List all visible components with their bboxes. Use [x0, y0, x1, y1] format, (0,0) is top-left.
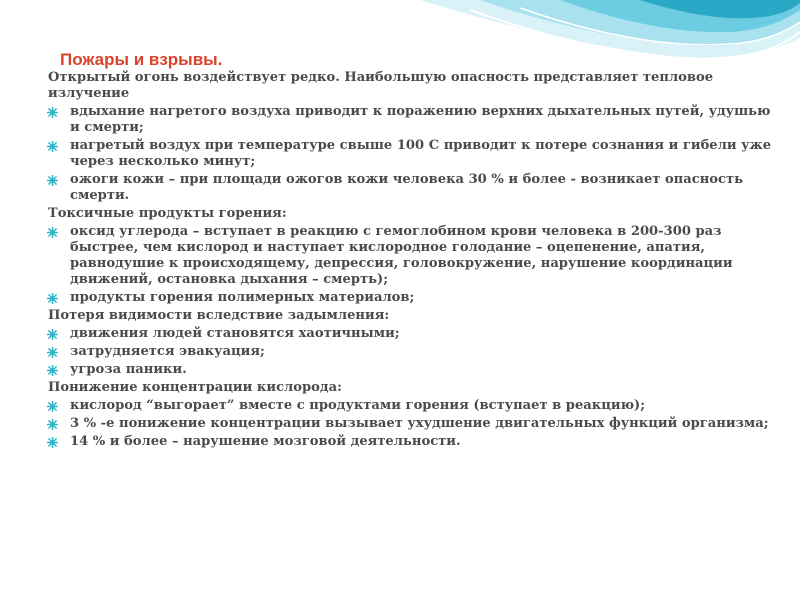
bullet-item: [46, 344, 776, 360]
bullet-item: [46, 172, 776, 204]
bullet-item: [46, 326, 776, 342]
sparkle-bullet-icon: [47, 437, 58, 448]
item-text: Понижение концентрации кислорода:: [48, 380, 342, 395]
item-text: нагретый воздух при температуре свыше 100 С приводит к потере сознания и гибели уже через несколько минут;: [70, 138, 772, 169]
slide-content: [46, 70, 776, 450]
item-text: Открытый огонь воздействует редко. Наибольшую опасность представляет тепловое излучение: [48, 70, 714, 101]
item-text: движения людей становятся хаотичными;: [70, 326, 400, 341]
item-text: ожоги кожи – при площади ожогов кожи человека 30 % и более - возникает опасность смерти.: [70, 172, 744, 203]
sparkle-bullet-icon: [47, 107, 58, 118]
section-heading: [46, 206, 776, 222]
sparkle-bullet-icon: [47, 141, 58, 152]
bullet-item: [46, 290, 776, 306]
sparkle-bullet-icon: [47, 401, 58, 412]
section-heading: [46, 70, 776, 102]
sparkle-bullet-icon: [47, 347, 58, 358]
bullet-item: [46, 398, 776, 414]
sparkle-bullet-icon: [47, 329, 58, 340]
item-text: продукты горения полимерных материалов;: [70, 290, 415, 305]
bullet-item: [46, 362, 776, 378]
bullet-item: [46, 224, 776, 288]
slide-title: Пожары и взрывы.: [60, 50, 223, 69]
bullet-item: [46, 416, 776, 432]
sparkle-bullet-icon: [47, 293, 58, 304]
item-text: 3 % -е понижение концентрации вызывает ухудшение двигательных функций организма;: [70, 416, 769, 431]
item-text: Токсичные продукты горения:: [48, 206, 287, 221]
bullet-item: [46, 104, 776, 136]
item-text: Потеря видимости вследствие задымления:: [48, 308, 390, 323]
item-text: оксид углерода – вступает в реакцию с гемоглобином крови человека в 200-300 раз быстрее, чем кислород и наступает кислородное голодание – оцепенение, апатия, равнодушие к происходящему, депрессия, головокружение, нарушение координации движений, остановка дыхания – смерть);: [70, 224, 733, 287]
sparkle-bullet-icon: [47, 175, 58, 186]
item-text: затрудняется эвакуация;: [70, 344, 265, 359]
item-text: кислород “выгорает” вместе с продуктами горения (вступает в реакцию);: [70, 398, 646, 413]
bullet-item: [46, 434, 776, 450]
section-heading: [46, 308, 776, 324]
item-text: угроза паники.: [70, 362, 187, 377]
sparkle-bullet-icon: [47, 227, 58, 238]
item-text: 14 % и более – нарушение мозговой деятельности.: [70, 434, 461, 449]
item-text: вдыхание нагретого воздуха приводит к поражению верхних дыхательных путей, удушью и смерти;: [70, 104, 771, 135]
bullet-item: [46, 138, 776, 170]
section-heading: [46, 380, 776, 396]
sparkle-bullet-icon: [47, 419, 58, 430]
sparkle-bullet-icon: [47, 365, 58, 376]
